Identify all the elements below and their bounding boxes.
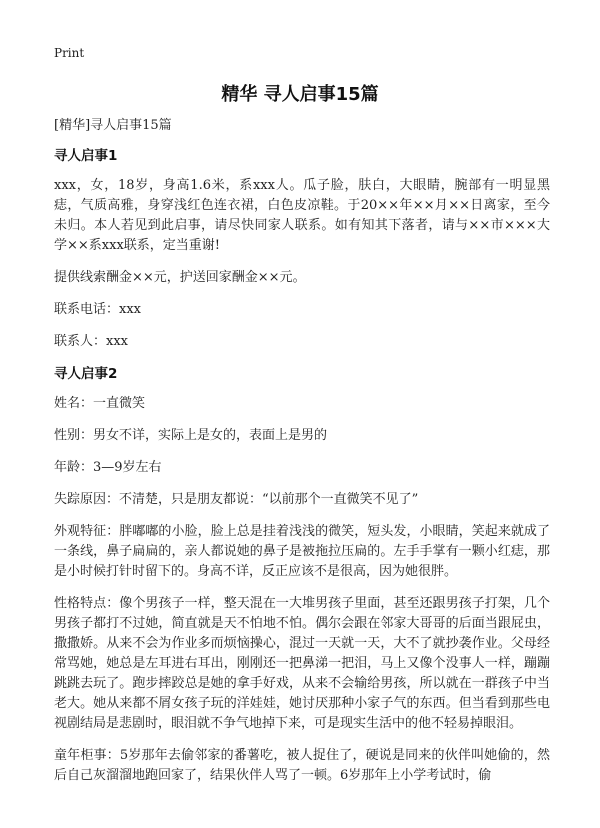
paragraph: xxx，女，18岁，身高1.6米，系xxx人。瓜子脸，肤白，大眼睛，腕部有一明显黑痣，气质高雅，身穿浅红色连衣裙，白色皮凉鞋。于20××年××月××日离家，至今未归。本人若见到此启事，请尽快同家人联系。如有知其下落者，请与××市×××大学××系xxx联系，定当重谢! <box>54 178 550 253</box>
paragraph-truncated: 童年柜事：5岁那年去偷邻家的番薯吃，被人捉住了，硬说是同来的伙伴叫她偷的，然后自己灰溜溜地跑回家了，结果伙伴人骂了一顿。6岁那年上小学考试时，偷 <box>54 748 550 783</box>
section-heading-1: 寻人启事1 <box>54 148 118 164</box>
document-subtitle: [精华]寻人启事15篇 <box>54 118 172 133</box>
print-label[interactable]: Print <box>54 46 85 60</box>
paragraph: 姓名：一直微笑 <box>54 396 146 411</box>
paragraph: 失踪原因：不清楚，只是朋友都说：“以前那个一直微笑不见了” <box>54 492 419 507</box>
document-body <box>54 116 550 798</box>
paragraph: 外观特征：胖嘟嘟的小脸，脸上总是挂着浅浅的微笑，短头发，小眼睛，笑起来就成了一条线，鼻子扁扁的，亲人都说她的鼻子是被拖拉压扁的。左手手掌有一颗小红痣，那是小时候打针时留下的。身高不详，反正应该不是很高，因为她很胖。 <box>54 524 550 579</box>
paragraph: 性别：男女不详，实际上是女的，表面上是男的 <box>54 428 328 443</box>
paragraph: 性格特点：像个男孩子一样，整天混在一大堆男孩子里面，甚至还跟男孩子打架，几个男孩子都打不过她，简直就是天不怕地不怕。偶尔会跟在邻家大哥哥的后面当跟屁虫，撒撒娇。从来不会为作业多而烦恼操心，混过一天就一天，大不了就抄袭作业。父母经常骂她，她总是左耳进右耳出，刚刚还一把鼻涕一把泪，马上又像个没事人一样，蹦蹦跳跳去玩了。跑步摔跤总是她的拿手好戏，从来不会输给男孩，所以就在一群孩子中当老大。她从来都不屑女孩子玩的洋娃娃，她讨厌那种小家子气的东西。但当看到那些电视剧结局是悲剧时，眼泪就不争气地掉下来，可是现实生活中的他不轻易掉眼泪。 <box>54 596 550 731</box>
paragraph: 提供线索酬金××元，护送回家酬金××元。 <box>54 270 306 285</box>
section-heading-2: 寻人启事2 <box>54 366 118 382</box>
paragraph: 联系电话：xxx <box>54 302 141 317</box>
paragraph: 年龄：3—9岁左右 <box>54 460 162 475</box>
page-title: 精华 寻人启事15篇 <box>221 84 379 105</box>
paragraph: 联系人：xxx <box>54 334 128 349</box>
